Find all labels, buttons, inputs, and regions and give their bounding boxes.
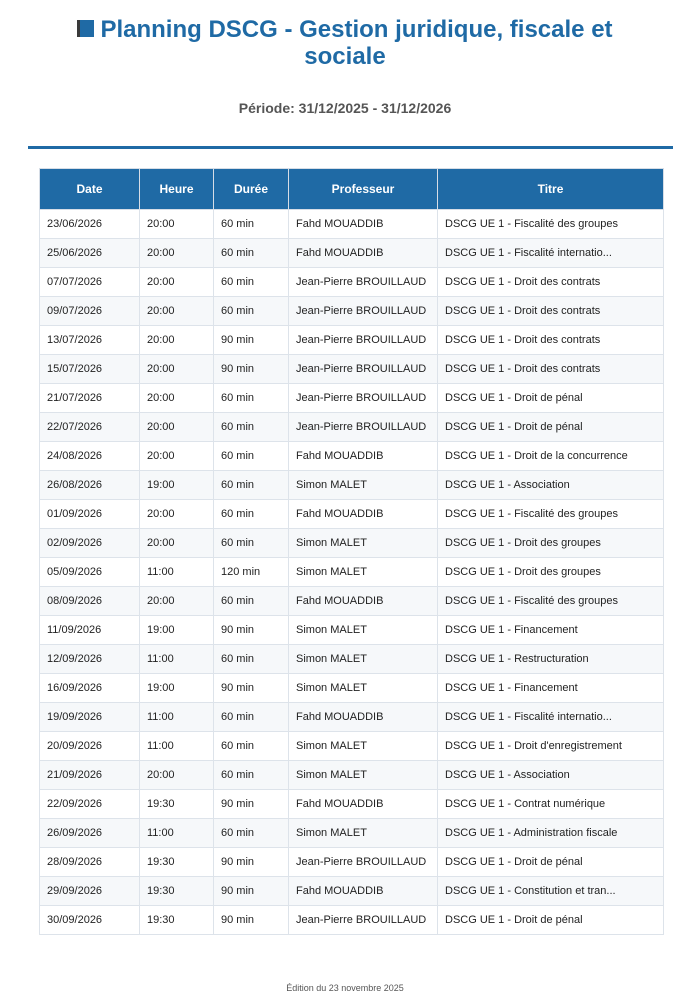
cell-duree: 60 min <box>214 210 289 239</box>
cell-heure: 20:00 <box>140 210 214 239</box>
cell-titre: DSCG UE 1 - Droit des groupes <box>438 558 664 587</box>
table-row <box>40 239 664 268</box>
cell-heure: 20:00 <box>140 587 214 616</box>
cell-heure: 11:00 <box>140 558 214 587</box>
cell-titre: DSCG UE 1 - Droit des contrats <box>438 297 664 326</box>
cell-professeur: Jean-Pierre BROUILLAUD <box>289 297 438 326</box>
cell-titre: DSCG UE 1 - Fiscalité des groupes <box>438 587 664 616</box>
cell-date: 29/09/2026 <box>40 877 140 906</box>
cell-professeur: Jean-Pierre BROUILLAUD <box>289 355 438 384</box>
cell-duree: 90 min <box>214 674 289 703</box>
cell-duree: 60 min <box>214 529 289 558</box>
cell-duree: 60 min <box>214 819 289 848</box>
cell-date: 28/09/2026 <box>40 848 140 877</box>
cell-titre: DSCG UE 1 - Droit de pénal <box>438 384 664 413</box>
page-title <box>45 16 645 70</box>
cell-heure: 20:00 <box>140 268 214 297</box>
cell-date: 26/08/2026 <box>40 471 140 500</box>
cell-date: 02/09/2026 <box>40 529 140 558</box>
cell-duree: 60 min <box>214 471 289 500</box>
cell-date: 26/09/2026 <box>40 819 140 848</box>
cell-titre: DSCG UE 1 - Droit des contrats <box>438 355 664 384</box>
cell-titre: DSCG UE 1 - Fiscalité des groupes <box>438 210 664 239</box>
cell-date: 23/06/2026 <box>40 210 140 239</box>
cell-heure: 19:00 <box>140 471 214 500</box>
cell-professeur: Jean-Pierre BROUILLAUD <box>289 848 438 877</box>
cell-professeur: Simon MALET <box>289 645 438 674</box>
cell-date: 20/09/2026 <box>40 732 140 761</box>
table-row <box>40 384 664 413</box>
cell-professeur: Simon MALET <box>289 529 438 558</box>
table-row <box>40 732 664 761</box>
cell-date: 21/07/2026 <box>40 384 140 413</box>
cell-professeur: Fahd MOUADDIB <box>289 442 438 471</box>
cell-titre: DSCG UE 1 - Contrat numérique <box>438 790 664 819</box>
table-row <box>40 413 664 442</box>
blue-square-icon <box>77 20 94 37</box>
table-row <box>40 529 664 558</box>
cell-professeur: Jean-Pierre BROUILLAUD <box>289 906 438 935</box>
column-header-heure: Heure <box>140 169 214 210</box>
cell-heure: 11:00 <box>140 645 214 674</box>
table-row <box>40 558 664 587</box>
cell-duree: 60 min <box>214 384 289 413</box>
cell-heure: 19:00 <box>140 616 214 645</box>
cell-titre: DSCG UE 1 - Droit de pénal <box>438 413 664 442</box>
cell-duree: 60 min <box>214 587 289 616</box>
cell-professeur: Simon MALET <box>289 819 438 848</box>
table-row <box>40 442 664 471</box>
cell-titre: DSCG UE 1 - Financement <box>438 616 664 645</box>
table-row <box>40 819 664 848</box>
cell-heure: 11:00 <box>140 819 214 848</box>
cell-date: 09/07/2026 <box>40 297 140 326</box>
cell-duree: 60 min <box>214 703 289 732</box>
cell-professeur: Simon MALET <box>289 674 438 703</box>
table-row <box>40 500 664 529</box>
cell-professeur: Jean-Pierre BROUILLAUD <box>289 413 438 442</box>
cell-heure: 11:00 <box>140 732 214 761</box>
cell-duree: 90 min <box>214 326 289 355</box>
cell-titre: DSCG UE 1 - Administration fiscale <box>438 819 664 848</box>
table-row <box>40 616 664 645</box>
table-row <box>40 906 664 935</box>
cell-professeur: Fahd MOUADDIB <box>289 790 438 819</box>
cell-date: 25/06/2026 <box>40 239 140 268</box>
cell-duree: 90 min <box>214 848 289 877</box>
cell-duree: 60 min <box>214 413 289 442</box>
cell-heure: 19:30 <box>140 790 214 819</box>
cell-duree: 90 min <box>214 790 289 819</box>
cell-heure: 11:00 <box>140 703 214 732</box>
cell-date: 15/07/2026 <box>40 355 140 384</box>
cell-date: 05/09/2026 <box>40 558 140 587</box>
cell-date: 11/09/2026 <box>40 616 140 645</box>
cell-duree: 60 min <box>214 732 289 761</box>
cell-duree: 90 min <box>214 906 289 935</box>
cell-heure: 20:00 <box>140 529 214 558</box>
cell-heure: 19:30 <box>140 906 214 935</box>
table-row <box>40 471 664 500</box>
table-header <box>40 169 664 210</box>
cell-date: 01/09/2026 <box>40 500 140 529</box>
cell-professeur: Fahd MOUADDIB <box>289 239 438 268</box>
cell-duree: 120 min <box>214 558 289 587</box>
cell-heure: 19:00 <box>140 674 214 703</box>
cell-professeur: Fahd MOUADDIB <box>289 587 438 616</box>
cell-date: 19/09/2026 <box>40 703 140 732</box>
cell-duree: 60 min <box>214 239 289 268</box>
cell-duree: 90 min <box>214 355 289 384</box>
cell-duree: 60 min <box>214 297 289 326</box>
cell-duree: 90 min <box>214 877 289 906</box>
cell-heure: 20:00 <box>140 355 214 384</box>
table-row <box>40 268 664 297</box>
cell-professeur: Simon MALET <box>289 732 438 761</box>
table-row <box>40 587 664 616</box>
cell-titre: DSCG UE 1 - Droit des contrats <box>438 268 664 297</box>
cell-professeur: Jean-Pierre BROUILLAUD <box>289 326 438 355</box>
cell-professeur: Fahd MOUADDIB <box>289 703 438 732</box>
table-row <box>40 645 664 674</box>
cell-professeur: Fahd MOUADDIB <box>289 210 438 239</box>
column-header-date: Date <box>40 169 140 210</box>
cell-heure: 20:00 <box>140 413 214 442</box>
cell-professeur: Fahd MOUADDIB <box>289 500 438 529</box>
column-header-titre: Titre <box>438 169 664 210</box>
cell-heure: 20:00 <box>140 500 214 529</box>
cell-heure: 20:00 <box>140 239 214 268</box>
cell-duree: 60 min <box>214 268 289 297</box>
cell-professeur: Simon MALET <box>289 761 438 790</box>
table-row <box>40 355 664 384</box>
table-row <box>40 326 664 355</box>
table-header-row <box>40 169 664 210</box>
page-title-text: Planning DSCG - Gestion juridique, fiscale et sociale <box>100 16 613 70</box>
cell-duree: 90 min <box>214 616 289 645</box>
table-body <box>40 210 664 935</box>
cell-heure: 20:00 <box>140 384 214 413</box>
cell-titre: DSCG UE 1 - Droit des groupes <box>438 529 664 558</box>
edition-footer: Édition du 23 novembre 2025 <box>286 983 404 993</box>
cell-titre: DSCG UE 1 - Droit des contrats <box>438 326 664 355</box>
page-header <box>0 16 690 70</box>
cell-titre: DSCG UE 1 - Financement <box>438 674 664 703</box>
cell-titre: DSCG UE 1 - Fiscalité internatio... <box>438 703 664 732</box>
cell-titre: DSCG UE 1 - Droit de pénal <box>438 848 664 877</box>
cell-date: 12/09/2026 <box>40 645 140 674</box>
table-row <box>40 848 664 877</box>
period-label: Période: 31/12/2025 - 31/12/2026 <box>238 100 452 116</box>
column-header-professeur: Professeur <box>289 169 438 210</box>
cell-professeur: Jean-Pierre BROUILLAUD <box>289 268 438 297</box>
cell-date: 30/09/2026 <box>40 906 140 935</box>
cell-titre: DSCG UE 1 - Droit d'enregistrement <box>438 732 664 761</box>
cell-date: 21/09/2026 <box>40 761 140 790</box>
cell-duree: 60 min <box>214 500 289 529</box>
cell-professeur: Fahd MOUADDIB <box>289 877 438 906</box>
header-divider <box>28 146 673 149</box>
cell-titre: DSCG UE 1 - Constitution et tran... <box>438 877 664 906</box>
cell-date: 16/09/2026 <box>40 674 140 703</box>
cell-date: 22/09/2026 <box>40 790 140 819</box>
cell-duree: 60 min <box>214 761 289 790</box>
cell-heure: 20:00 <box>140 297 214 326</box>
cell-heure: 19:30 <box>140 848 214 877</box>
table-row <box>40 761 664 790</box>
cell-titre: DSCG UE 1 - Restructuration <box>438 645 664 674</box>
cell-heure: 19:30 <box>140 877 214 906</box>
cell-date: 24/08/2026 <box>40 442 140 471</box>
cell-professeur: Jean-Pierre BROUILLAUD <box>289 384 438 413</box>
cell-titre: DSCG UE 1 - Fiscalité internatio... <box>438 239 664 268</box>
column-header-duree: Durée <box>214 169 289 210</box>
cell-titre: DSCG UE 1 - Association <box>438 761 664 790</box>
cell-heure: 20:00 <box>140 761 214 790</box>
cell-date: 22/07/2026 <box>40 413 140 442</box>
cell-duree: 60 min <box>214 645 289 674</box>
schedule-table <box>39 168 664 935</box>
cell-heure: 20:00 <box>140 442 214 471</box>
cell-heure: 20:00 <box>140 326 214 355</box>
table-row <box>40 790 664 819</box>
cell-titre: DSCG UE 1 - Fiscalité des groupes <box>438 500 664 529</box>
table-row <box>40 674 664 703</box>
cell-date: 07/07/2026 <box>40 268 140 297</box>
cell-titre: DSCG UE 1 - Association <box>438 471 664 500</box>
cell-duree: 60 min <box>214 442 289 471</box>
table-row <box>40 703 664 732</box>
table-row <box>40 297 664 326</box>
cell-professeur: Simon MALET <box>289 616 438 645</box>
cell-professeur: Simon MALET <box>289 471 438 500</box>
cell-date: 13/07/2026 <box>40 326 140 355</box>
cell-titre: DSCG UE 1 - Droit de la concurrence <box>438 442 664 471</box>
table-row <box>40 877 664 906</box>
cell-date: 08/09/2026 <box>40 587 140 616</box>
table-row <box>40 210 664 239</box>
cell-professeur: Simon MALET <box>289 558 438 587</box>
cell-titre: DSCG UE 1 - Droit de pénal <box>438 906 664 935</box>
